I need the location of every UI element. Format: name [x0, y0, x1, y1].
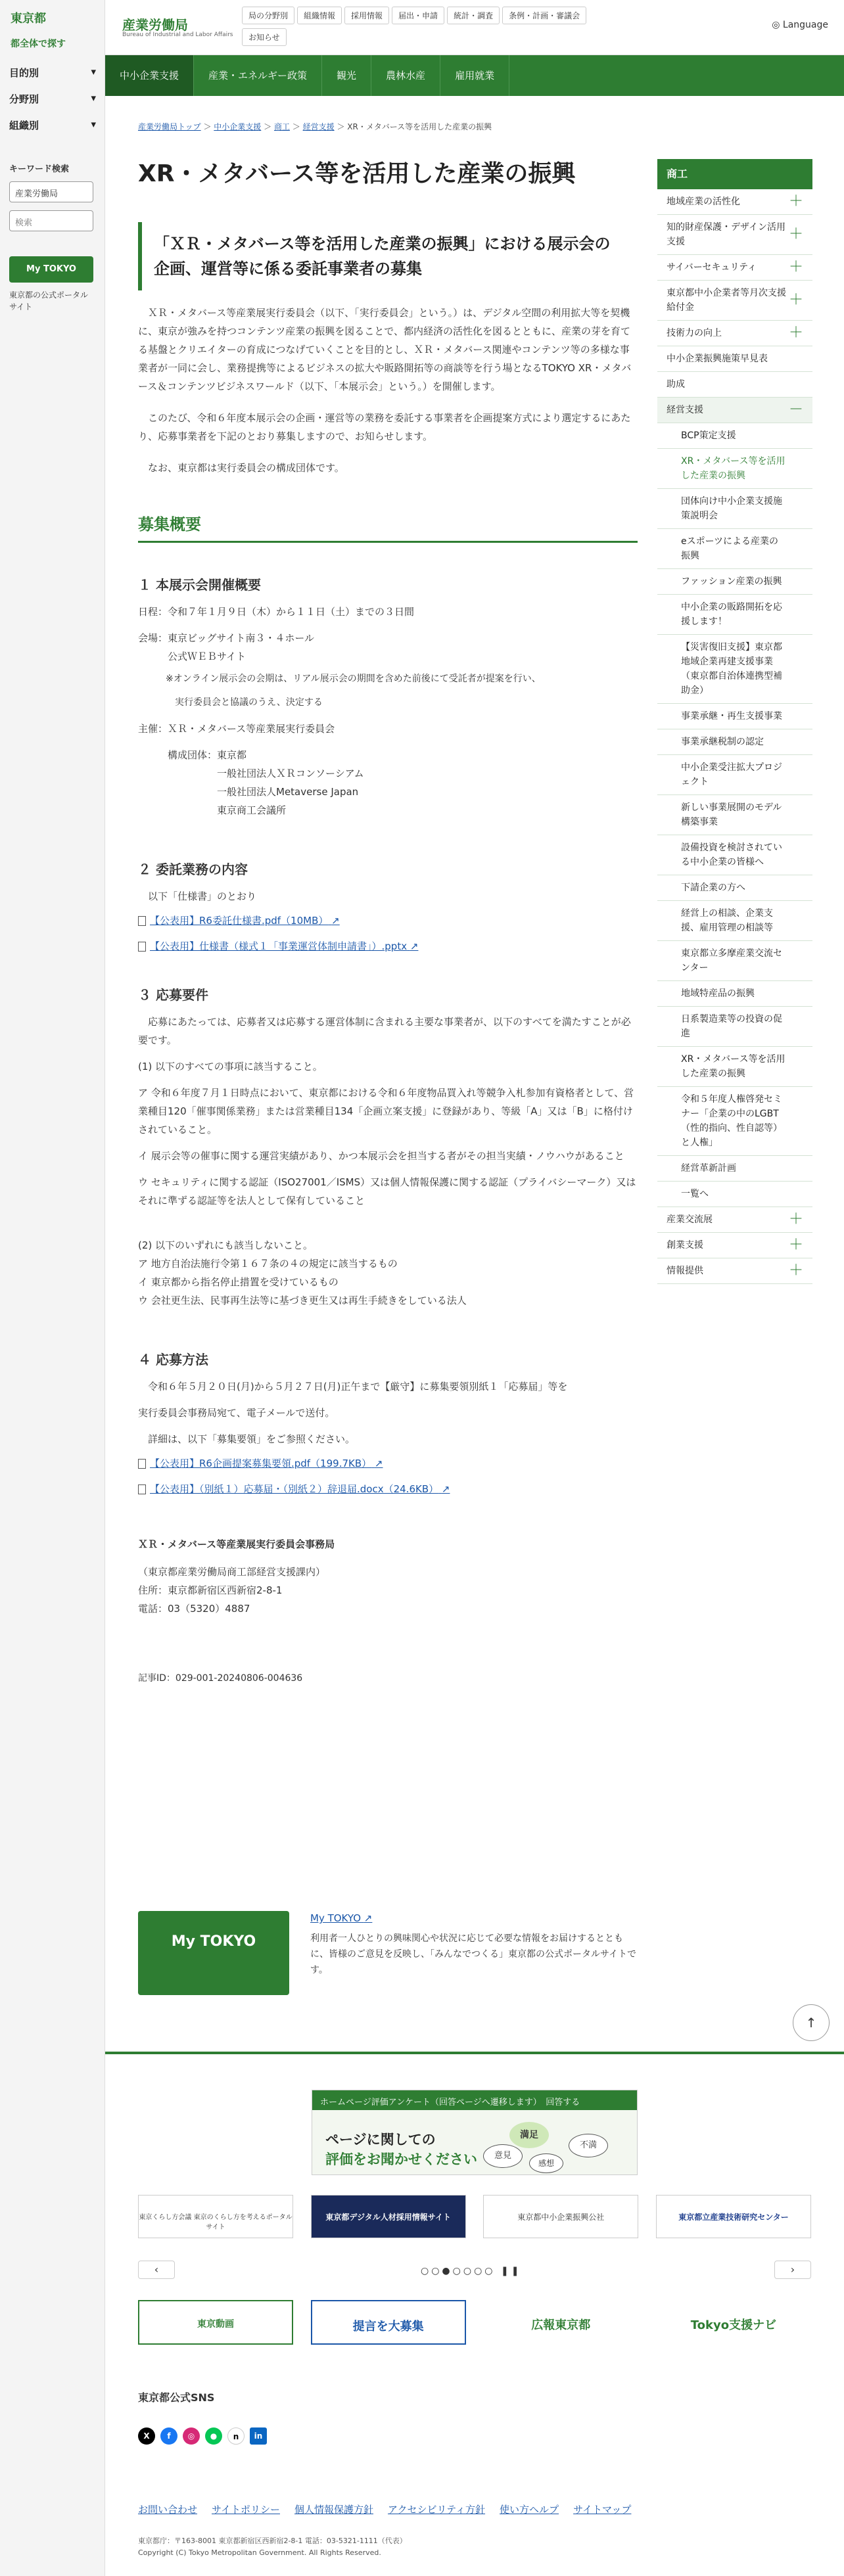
site-wide-search-heading: 都全体で探す	[11, 39, 66, 49]
gnav-agriculture[interactable]: 農林水産	[371, 55, 440, 96]
sidebar-item[interactable]	[657, 1156, 812, 1182]
gnav-tourism[interactable]: 観光	[322, 55, 371, 96]
sidebar-item[interactable]	[657, 423, 812, 449]
sidebar-item-label: 一覧へ	[681, 1189, 709, 1199]
left-sidebar	[0, 0, 105, 2576]
subsection-heading: ４ 応募方法	[138, 1352, 208, 1368]
sidebar-item-label: 経営上の相談、企業支援、雇用管理の相談等	[681, 908, 773, 933]
header-link[interactable]: 統計・調査	[447, 7, 500, 24]
banner-link[interactable]: 提言を大募集	[311, 2300, 466, 2345]
text-line: 一般社団法人ＸＲコンソーシアム	[138, 768, 364, 779]
sidebar-item-label: 中小企業受注拡大プロジェクト	[681, 762, 782, 787]
sidebar-item-label: 地域特産品の振興	[681, 988, 755, 999]
sidebar-item-label: 団体向け中小企業支援施策説明会	[681, 496, 782, 521]
sidebar-item-label: XR・メタバース等を活用した産業の振興	[681, 456, 785, 481]
carousel-controls	[138, 2261, 811, 2280]
sidebar-item[interactable]	[657, 729, 812, 755]
bureau-subtitle: Bureau of Industrial and Labor Affairs	[122, 32, 233, 38]
language-button[interactable]: ◎ Language	[772, 20, 828, 30]
sidebar-item[interactable]	[657, 635, 812, 704]
sidebar-item[interactable]	[657, 189, 812, 215]
sidebar-item-label: 経営革新計画	[681, 1163, 736, 1174]
external-link-icon: ↗	[410, 940, 419, 952]
footer-link[interactable]: サイトマップ	[573, 2504, 632, 2516]
keyword-search-label: キーワード検索	[9, 164, 70, 174]
text-line: 応募にあたっては、応募者又は応募する運営体制に含まれる主要な事業者が、以下のすべてを満たすことが必要です。	[138, 1016, 631, 1046]
breadcrumb-current: XR・メタバース等を活用した産業の振興	[347, 122, 492, 131]
sidebar-item-label: 事業承継・再生支援事業	[681, 711, 782, 722]
chevron-down-icon: ▾	[91, 92, 96, 104]
survey-bar[interactable]: ホームページ評価アンケート（回答ページへ遷移します） 回答する	[312, 2090, 637, 2110]
footer-link[interactable]: 個人情報保護方針	[294, 2504, 373, 2516]
sidebar-item[interactable]	[657, 981, 812, 1007]
survey-bubble: 感想	[529, 2153, 563, 2173]
footer-address: 東京都庁：〒163-8001 東京都新宿区西新宿2-8-1 電話：03-5321-1111（代表）	[138, 2537, 407, 2545]
text-line: ア 地方自治法施行令第１６７条の４の規定に該当するもの	[138, 1258, 398, 1270]
sidebar-item[interactable]	[657, 281, 812, 321]
sidebar-item[interactable]	[657, 595, 812, 635]
sidebar-header: 商工	[657, 159, 812, 189]
subsection-heading: ３ 応募要件	[138, 987, 208, 1003]
text-line: 一般社団法人Metaverse Japan	[138, 786, 359, 798]
carousel-next-button[interactable]: ›	[774, 2261, 811, 2279]
bureau-title[interactable]: 産業労働局	[122, 17, 188, 33]
survey-text: ページに関しての 評価をお聞かせください	[325, 2132, 477, 2167]
text-line: 以下「仕様書」のとおり	[148, 890, 257, 902]
line-icon[interactable]: ●	[205, 2427, 222, 2445]
sidebar-item[interactable]	[657, 449, 812, 489]
search-input[interactable]: 検索	[9, 210, 93, 231]
nav-organization[interactable]: 組織別 ▾	[9, 118, 96, 131]
sidebar-item-label: 助成	[667, 379, 685, 390]
plus-icon[interactable]: ＋	[788, 1237, 803, 1253]
mytokyo-caption: 東京都の公式ポータルサイト	[9, 290, 89, 311]
sidebar-item[interactable]	[657, 901, 812, 941]
survey-bubble: 満足	[509, 2122, 549, 2148]
plus-icon[interactable]: ＋	[788, 325, 803, 341]
footer-links	[138, 2502, 645, 2516]
banner-link[interactable]: 東京都中小企業振興公社	[483, 2195, 638, 2238]
survey-banner[interactable]	[312, 2090, 638, 2175]
sidebar-item[interactable]	[657, 489, 812, 529]
sidebar-item[interactable]	[657, 1233, 812, 1258]
gnav-employment[interactable]: 雇用就業	[440, 55, 509, 96]
text-line: ウ セキュリティに関する認証（ISO27001／ISMS）又は個人情報保護に関する認証（プライバシーマーク）又はそれに準ずる認証等を法人として保有していること	[138, 1176, 636, 1207]
text-line: 日程：令和７年１月９日（木）から１１日（土）までの３日間	[138, 606, 415, 618]
banner-row	[138, 2195, 811, 2238]
sidebar-item-label: 中小企業振興施策早見表	[667, 354, 768, 364]
note-icon[interactable]: n	[227, 2427, 245, 2445]
back-to-top-button[interactable]	[793, 2004, 830, 2041]
banner-link[interactable]: 東京動画	[138, 2300, 293, 2345]
sidebar-item-label: 経営支援	[667, 405, 703, 415]
sidebar-item-label: 【災害復旧支援】東京都地域企業再建支援事業（東京都自治体連携型補助金）	[681, 642, 782, 696]
header-link[interactable]: 採用情報	[344, 7, 389, 24]
text-line: 東京商工会議所	[138, 804, 287, 816]
intro-paragraph: ＸＲ・メタバース等産業展実行委員会（以下、「実行委員会」という。）は、デジタル空間の利用拡大等を契機に、東京が強みを持つコンテンツ産業の振興を図ることで、都内経済の活性化を図るとともに、産業の芽を育てる基盤とクリエイターの育成につなげていくことを目的とし、ＸＲ・メタバース関連やコンテンツ等の多様な事業者が一同に会し、業務提携等によるビジネスの拡大や販路開拓等の商談等を行う場となるTOKYO XR・メタバース＆コンテンツビジネスワールド（以下、「本展示会」という。）を開催します。	[138, 307, 632, 392]
sidebar-item-label: 技術力の向上	[667, 328, 722, 338]
event-overview	[138, 603, 638, 819]
minus-icon[interactable]: －	[788, 402, 803, 418]
download-link[interactable]: 【公表用】R6委託仕様書.pdf（10MB） ↗	[138, 913, 638, 927]
requirements	[138, 1013, 638, 1310]
sidebar-item-label: 下請企業の方へ	[681, 883, 745, 893]
sidebar-item[interactable]	[657, 1258, 812, 1284]
tokyo-logo[interactable]: 東京都	[11, 12, 46, 26]
chevron-down-icon: ▾	[91, 66, 96, 78]
global-nav	[105, 55, 844, 96]
breadcrumb: 産業労働局トップ ＞ 中小企業支援 ＞ 商工 ＞ 経営支援 ＞ XR・メタバース等を活用した産業の振興	[138, 122, 492, 131]
contact-line: 住所：東京都新宿区西新宿2-8-1	[138, 1584, 283, 1596]
carousel-prev-button[interactable]: ‹	[138, 2261, 175, 2279]
text-line: ※オンライン展示会の会期は、リアル展示会の期間を含めた前後にて受託者が提案を行い、	[138, 674, 541, 684]
sns-icons	[138, 2427, 267, 2445]
text-line: ウ 会社更生法、民事再生法等に基づき更生又は再生手続きをしている法人	[138, 1295, 467, 1306]
application-method	[138, 1377, 638, 1448]
mytokyo-link[interactable]: My TOKYO ↗	[310, 1912, 373, 1924]
text-line: 構成団体：東京都	[138, 749, 247, 761]
external-link-icon: ↗	[441, 1483, 450, 1495]
x-icon[interactable]: X	[138, 2427, 155, 2445]
subsection-heading: ２ 委託業務の内容	[138, 862, 248, 877]
breadcrumb-link[interactable]: 中小企業支援	[214, 122, 262, 131]
gnav-industry-energy[interactable]: 産業・エネルギー政策	[194, 55, 322, 96]
subsection-heading: １ 本展示会開催概要	[138, 577, 261, 593]
carousel-dots[interactable]: ○○●○○○○ ❚❚	[421, 2266, 522, 2276]
record-id: 記事ID：029-001-20240806-004636	[138, 1673, 303, 1684]
sidebar-item[interactable]	[657, 1182, 812, 1207]
mytokyo-description	[310, 1912, 639, 1978]
text-line: 主催：ＸＲ・メタバース等産業展実行委員会	[138, 723, 335, 735]
sidebar-item[interactable]	[657, 704, 812, 729]
sidebar-item-label: 知的財産保護・デザイン活用支援	[667, 222, 786, 247]
footer-info	[138, 2535, 407, 2559]
chevron-down-icon: ▾	[91, 118, 96, 130]
sidebar-item-label: サイバーセキュリティ	[667, 262, 757, 273]
sidebar-item[interactable]	[657, 1087, 812, 1156]
sidebar-item-label: 事業承継税制の認定	[681, 737, 764, 747]
sidebar-item[interactable]	[657, 215, 812, 255]
sidebar-item-label: 東京都中小企業者等月次支援給付金	[667, 288, 786, 313]
sidebar-item[interactable]	[657, 1047, 812, 1087]
survey-bubble: 不満	[569, 2134, 608, 2157]
footer-link[interactable]: 使い方ヘルプ	[500, 2504, 559, 2516]
sidebar-item[interactable]	[657, 346, 812, 372]
breadcrumb-link[interactable]: 産業労働局トップ	[138, 122, 201, 131]
plus-icon[interactable]: ＋	[788, 259, 803, 275]
sidebar-item[interactable]	[657, 875, 812, 901]
right-sidebar	[657, 159, 812, 1284]
plus-icon[interactable]: ＋	[788, 292, 803, 308]
external-link-icon: ↗	[374, 1458, 383, 1469]
text-line: 実行委員会事務局宛て、電子メールで送付。	[138, 1407, 335, 1419]
sidebar-item-label: 地域産業の活性化	[667, 196, 740, 207]
sidebar-item-label: 設備投資を検討されている中小企業の皆様へ	[681, 842, 782, 867]
sidebar-item[interactable]	[657, 398, 812, 423]
arrow-up-icon: ↑	[805, 2015, 817, 2031]
sidebar-item[interactable]	[657, 1007, 812, 1047]
sidebar-item-label: 情報提供	[667, 1266, 703, 1276]
instagram-icon[interactable]: ◎	[183, 2427, 200, 2445]
text-line: 令和６年５月２０日(月)から５月２７日(月)正午まで【厳守】に募集要領別紙１「応募届」等を	[148, 1381, 568, 1392]
contact-heading: ＸＲ・メタバース等産業展実行委員会事務局	[138, 1538, 335, 1550]
footer-link[interactable]: お問い合わせ	[138, 2504, 198, 2516]
download-link[interactable]: 【公表用】R6企画提案募集要領.pdf（199.7KB） ↗	[138, 1456, 638, 1470]
header-link[interactable]: 局の分野別	[242, 7, 294, 24]
external-link-icon: ↗	[363, 1912, 373, 1924]
sidebar-item-label: XR・メタバース等を活用した産業の振興	[681, 1054, 785, 1079]
file-icon	[138, 942, 146, 952]
breadcrumb-link[interactable]: 商工	[273, 122, 290, 131]
contact-line: （東京都産業労働局商工部経営支援課内）	[138, 1566, 326, 1578]
sidebar-item[interactable]	[657, 529, 812, 569]
breadcrumb-link[interactable]: 経営支援	[302, 122, 335, 131]
sidebar-item-label: 中小企業の販路開拓を応援します！	[681, 602, 782, 627]
sidebar-item-label: 創業支援	[667, 1240, 703, 1251]
header-links	[242, 7, 820, 50]
text-line: イ 東京都から指名停止措置を受けているもの	[138, 1276, 339, 1288]
text-line: イ 展示会等の催事に関する運営実績があり、かつ本展示会を担当する者がその担当実績・ノウハウがあること	[138, 1150, 624, 1162]
header	[105, 0, 844, 55]
sidebar-item[interactable]	[657, 795, 812, 835]
sidebar-item[interactable]	[657, 321, 812, 346]
sns-heading: 東京都公式SNS	[138, 2391, 215, 2404]
intro-paragraph: なお、東京都は実行委員会の構成団体です。	[148, 462, 344, 474]
text-line: (2) 以下のいずれにも該当しないこと。	[138, 1239, 314, 1251]
scope-select[interactable]: 産業労働局	[9, 181, 93, 202]
nav-purpose[interactable]: 目的別 ▾	[9, 66, 96, 79]
header-link[interactable]: お知らせ	[242, 28, 287, 46]
main-content	[138, 155, 638, 1688]
text-line: (1) 以下のすべての事項に該当すること。	[138, 1061, 323, 1072]
banner-link[interactable]: 広報東京都	[531, 2318, 591, 2332]
survey-bubble: 意見	[483, 2144, 523, 2168]
banner-link[interactable]: 東京都立産業技術研究センター	[656, 2195, 811, 2238]
text-line: 公式ＷＥＢサイト	[138, 651, 246, 662]
sidebar-item-label: 新しい事業展開のモデル構築事業	[681, 802, 782, 827]
text-line: 会場：東京ビッグサイト南３・４ホール	[138, 632, 315, 644]
file-icon	[138, 916, 146, 926]
sidebar-item-label: eスポーツによる産業の振興	[681, 536, 779, 561]
sidebar-item-label: BCP策定支援	[681, 430, 736, 441]
page-title: XR・メタバース等を活用した産業の振興	[138, 160, 576, 187]
sidebar-item[interactable]	[657, 569, 812, 595]
nav-field[interactable]: 分野別 ▾	[9, 92, 96, 105]
plus-icon[interactable]: ＋	[788, 193, 803, 210]
file-icon	[138, 1459, 146, 1469]
footer-link[interactable]: アクセシビリティ方針	[387, 2504, 486, 2516]
gnav-sme-support[interactable]: 中小企業支援	[105, 55, 194, 96]
mytokyo-banner[interactable]: My TOKYO	[138, 1911, 289, 1995]
text-line: 実行委員会と協議のうえ、決定する	[138, 697, 323, 708]
sidebar-item-label: 産業交流展	[667, 1214, 713, 1225]
sidebar-item-label: 日系製造業等の投資の促進	[681, 1014, 782, 1039]
banner-link[interactable]: 東京都デジタル人材採用情報サイト	[311, 2195, 466, 2238]
facebook-icon[interactable]: f	[160, 2427, 177, 2445]
footer-link[interactable]: サイトポリシー	[212, 2504, 280, 2516]
header-link[interactable]: 条例・計画・審議会	[502, 7, 586, 24]
banner-row	[138, 2300, 811, 2345]
sidebar-item[interactable]	[657, 255, 812, 281]
sidebar-item-label: 令和５年度人権啓発セミナー「企業の中のLGBT（性的指向、性自認等）と人権」	[681, 1094, 782, 1148]
footer-divider	[105, 2052, 844, 2054]
banner-link[interactable]: Tokyo支援ナビ	[690, 2318, 777, 2332]
sidebar-item[interactable]	[657, 941, 812, 981]
lead-heading: 「ＸＲ・メタバース等を活用した産業の振興」における展示会の企画、運営等に係る委託事業者の募集	[138, 222, 638, 290]
sidebar-item-label: 東京都立多摩産業交流センター	[681, 948, 782, 973]
copyright: Copyright (C) Tokyo Metropolitan Government. All Rights Reserved.	[138, 2548, 381, 2557]
banner-link[interactable]: 東京くらし方会議 東京のくらし方を考えるポータルサイト	[138, 2195, 293, 2238]
contact-line: 電話：03（5320）4887	[138, 1603, 250, 1615]
text-line: 詳細は、以下「募集要領」をご参照ください。	[148, 1433, 356, 1445]
download-link[interactable]: 【公表用】仕様書（様式１「事業運営体制申請書」）.pptx ↗	[138, 939, 638, 953]
external-link-icon: ↗	[331, 915, 340, 927]
sidebar-item[interactable]	[657, 835, 812, 875]
file-icon	[138, 1484, 146, 1494]
header-link[interactable]: 届出・申請	[392, 7, 444, 24]
plus-icon[interactable]: ＋	[788, 1211, 803, 1228]
sidebar-item[interactable]	[657, 1207, 812, 1233]
plus-icon[interactable]: ＋	[788, 1262, 803, 1279]
sidebar-item[interactable]	[657, 755, 812, 795]
linkedin-icon[interactable]: in	[250, 2427, 267, 2445]
mytokyo-button[interactable]: My TOKYO	[9, 256, 93, 283]
mytokyo-text: 利用者一人ひとりの興味関心や状況に応じて必要な情報をお届けするとともに、皆様のご意見を反映し、「みんなでつくる」東京都の公式ポータルサイトです。	[310, 1933, 637, 1975]
plus-icon[interactable]: ＋	[788, 226, 803, 242]
sidebar-item[interactable]	[657, 372, 812, 398]
section-heading: 募集概要	[138, 511, 638, 543]
download-link[interactable]: 【公表用】（別紙１）応募届・（別紙２）辞退届.docx（24.6KB） ↗	[138, 1482, 638, 1496]
text-line: ア 令和６年度７月１日時点において、東京都における令和６年度物品買入れ等競争入札参加有資格者として、営業種目120「催事関係業務」または営業種目134「企画立案支援」に登録があり、等級「A」又は「B」に格付けされていること。	[138, 1087, 634, 1136]
header-link[interactable]: 組織情報	[297, 7, 342, 24]
globe-icon: ◎	[772, 20, 783, 30]
intro-paragraph: このたび、令和６年度本展示会の企画・運営等の業務を委託する事業者を企画提案方式により選定するにあたり、応募事業者を下記のとおり募集しますので、お知らせします。	[138, 412, 631, 442]
sidebar-item-label: ファッション産業の振興	[681, 576, 782, 587]
